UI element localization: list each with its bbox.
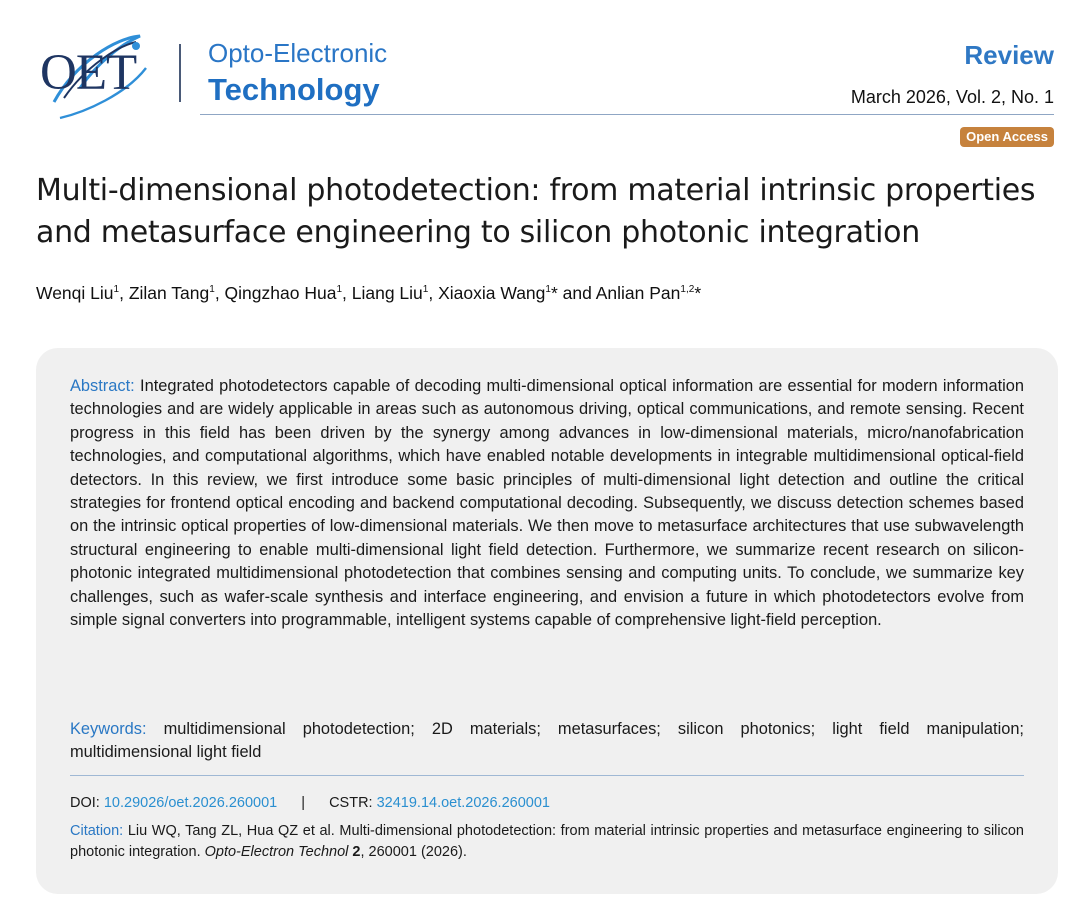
author-name: Liang Liu bbox=[351, 283, 423, 303]
identifier-line bbox=[70, 793, 550, 813]
journal-logo bbox=[36, 32, 161, 122]
citation-volume: 2 bbox=[352, 844, 361, 860]
author-affiliation: 1 bbox=[545, 284, 551, 295]
citation-rest: , 260001 (2026). bbox=[360, 844, 467, 860]
citation-paragraph bbox=[70, 821, 1024, 863]
author-name: Anlian Pan bbox=[595, 283, 681, 303]
issue-info: March 2026, Vol. 2, No. 1 bbox=[850, 87, 1054, 107]
header-divider bbox=[179, 44, 181, 102]
logo-text: OET bbox=[40, 45, 137, 101]
abstract-divider bbox=[70, 775, 1024, 776]
citation-label: Citation: bbox=[70, 823, 124, 839]
citation-journal: Opto-Electron Technol bbox=[204, 844, 349, 860]
author-separator: , bbox=[428, 283, 439, 303]
author-affiliation: 1 bbox=[113, 284, 120, 295]
author-separator: , bbox=[119, 283, 129, 303]
author-list bbox=[36, 281, 1056, 305]
author-name: Qingzhao Hua bbox=[224, 283, 337, 303]
corresponding-author-mark: * bbox=[550, 283, 558, 303]
author-affiliation: 1,2 bbox=[680, 284, 695, 295]
author-affiliation: 1 bbox=[209, 284, 215, 295]
author-separator: , bbox=[214, 283, 225, 303]
author-name: Zilan Tang bbox=[128, 283, 210, 303]
journal-name-line2: Technology bbox=[208, 72, 380, 107]
identifier-separator: | bbox=[301, 795, 306, 811]
author-affiliation: 1 bbox=[336, 284, 342, 295]
article-title: Multi-dimensional photodetection: from material intrinsic properties and metasurface engineering to silicon photonic integration bbox=[36, 173, 1036, 250]
author-separator: and bbox=[557, 283, 596, 303]
cstr-link[interactable]: 32419.14.oet.2026.260001 bbox=[376, 795, 550, 811]
article-type-label: Review bbox=[964, 40, 1054, 70]
doi-link[interactable]: 10.29026/oet.2026.260001 bbox=[103, 795, 278, 811]
journal-name-line1: Opto-Electronic bbox=[208, 38, 388, 68]
header-rule bbox=[200, 114, 1054, 115]
doi-label: DOI: bbox=[70, 795, 100, 811]
keywords-text: multidimensional photodetection; 2D materials; metasurfaces; silicon photonics; light field manipulation; multidimensional light field bbox=[70, 720, 1024, 762]
abstract-paragraph bbox=[70, 375, 1024, 632]
cstr-label: CSTR: bbox=[329, 795, 373, 811]
author-affiliation: 1 bbox=[422, 284, 429, 295]
keywords-paragraph bbox=[70, 718, 1024, 765]
corresponding-author-mark: * bbox=[694, 283, 702, 303]
abstract-label: Abstract: bbox=[70, 377, 135, 395]
abstract-text: Integrated photodetectors capable of decoding multi-dimensional optical information are essential for modern information technologies and are widely applicable in areas such as autonomous driving, optical communications, and remote sensing. Recent progress in this field has been driven by the synergy among advances in low-dimensional materials, micro/nanofabrication technologies, and computational algorithms, which have enabled notable developments in integrable multidimensional optical-field detectors. In this review, we first introduce some basic principles of multi-dimensional light detection and outline the critical strategies for frontend optical encoding and backend computational decoding. Subsequently, we discuss detection schemes based on the intrinsic optical properties of low-dimensional materials. We then move to metasurface architectures that use subwavelength structural engineering to enable multi-dimensional light field detection. Furthermore, we summarize recent research on silicon-photonic integrated multidimensional photodetection that combines sensing and computing units. To conclude, we summarize key challenges, such as wafer-scale synthesis and interface engineering, and envision a future in which photodetectors evolve from simple signal converters into programmable, intelligent systems capable of comprehensive light-field perception. bbox=[70, 377, 1025, 630]
citation-text: Liu WQ, Tang ZL, Hua QZ et al. Multi-dimensional photodetection: from material intrinsic properties and metasurface engineering to silicon photonic integration. bbox=[70, 823, 1024, 860]
author-separator: , bbox=[342, 283, 352, 303]
author-name: Xiaoxia Wang bbox=[438, 283, 546, 303]
keywords-label: Keywords: bbox=[70, 720, 147, 738]
author-name: Wenqi Liu bbox=[36, 283, 114, 303]
open-access-badge: Open Access bbox=[960, 127, 1054, 147]
